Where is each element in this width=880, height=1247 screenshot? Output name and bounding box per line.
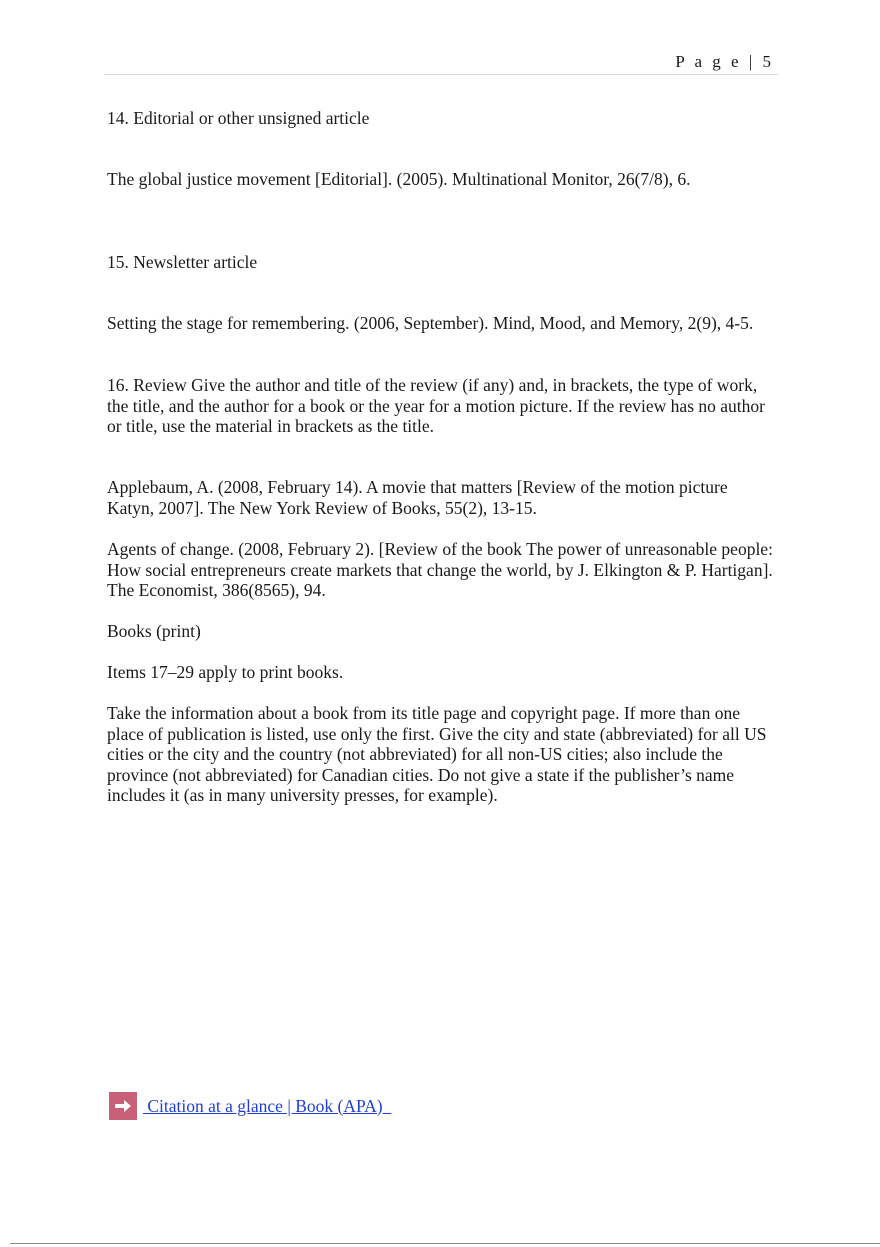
citation-at-a-glance-link[interactable]: Citation at a glance | Book (APA): [143, 1095, 392, 1116]
item-15-heading: 15. Newsletter article: [107, 252, 258, 272]
item-16-example-2: Agents of change. (2008, February 2). [Review of the book The power of unreasonable people: How social entrepreneurs create markets that change the world, by J. Elkington & P. Hartigan]. The Economist, 386(8565), 94.: [107, 539, 773, 600]
right-arrow-icon[interactable]: [109, 1092, 137, 1120]
books-intro: Items 17–29 apply to print books.: [107, 662, 344, 682]
item-14-heading: 14. Editorial or other unsigned article: [107, 108, 370, 128]
footer-divider: [10, 1243, 880, 1244]
header-divider: [104, 74, 778, 75]
books-paragraph: Take the information about a book from its title page and copyright page. If more than one place of publication is listed, use only the first. Give the city and state (abbreviated) for all US cities or the city and the country (not abbreviated) for all non-US cities; also include the province (not abbreviated) for Canadian cities. Do not give a state if the publisher’s name includes it (as in many university presses, for example).: [107, 703, 767, 805]
books-heading: Books (print): [107, 621, 201, 641]
page-number-header: P a g e | 5: [675, 52, 774, 71]
item-15-example: Setting the stage for remembering. (2006, September). Mind, Mood, and Memory, 2(9), 4-5.: [107, 313, 754, 333]
citation-link-row[interactable]: [109, 1092, 391, 1120]
item-16-example-1: Applebaum, A. (2008, February 14). A movie that matters [Review of the motion picture Katyn, 2007]. The New York Review of Books, 55(2), 13-15.: [107, 477, 728, 518]
item-14-example: The global justice movement [Editorial]. (2005). Multinational Monitor, 26(7/8), 6.: [107, 169, 691, 189]
item-16-heading: 16. Review Give the author and title of the review (if any) and, in brackets, the type of work, the title, and the author for a book or the year for a motion picture. If the review has no author or title, use the material in brackets as the title.: [107, 375, 765, 436]
